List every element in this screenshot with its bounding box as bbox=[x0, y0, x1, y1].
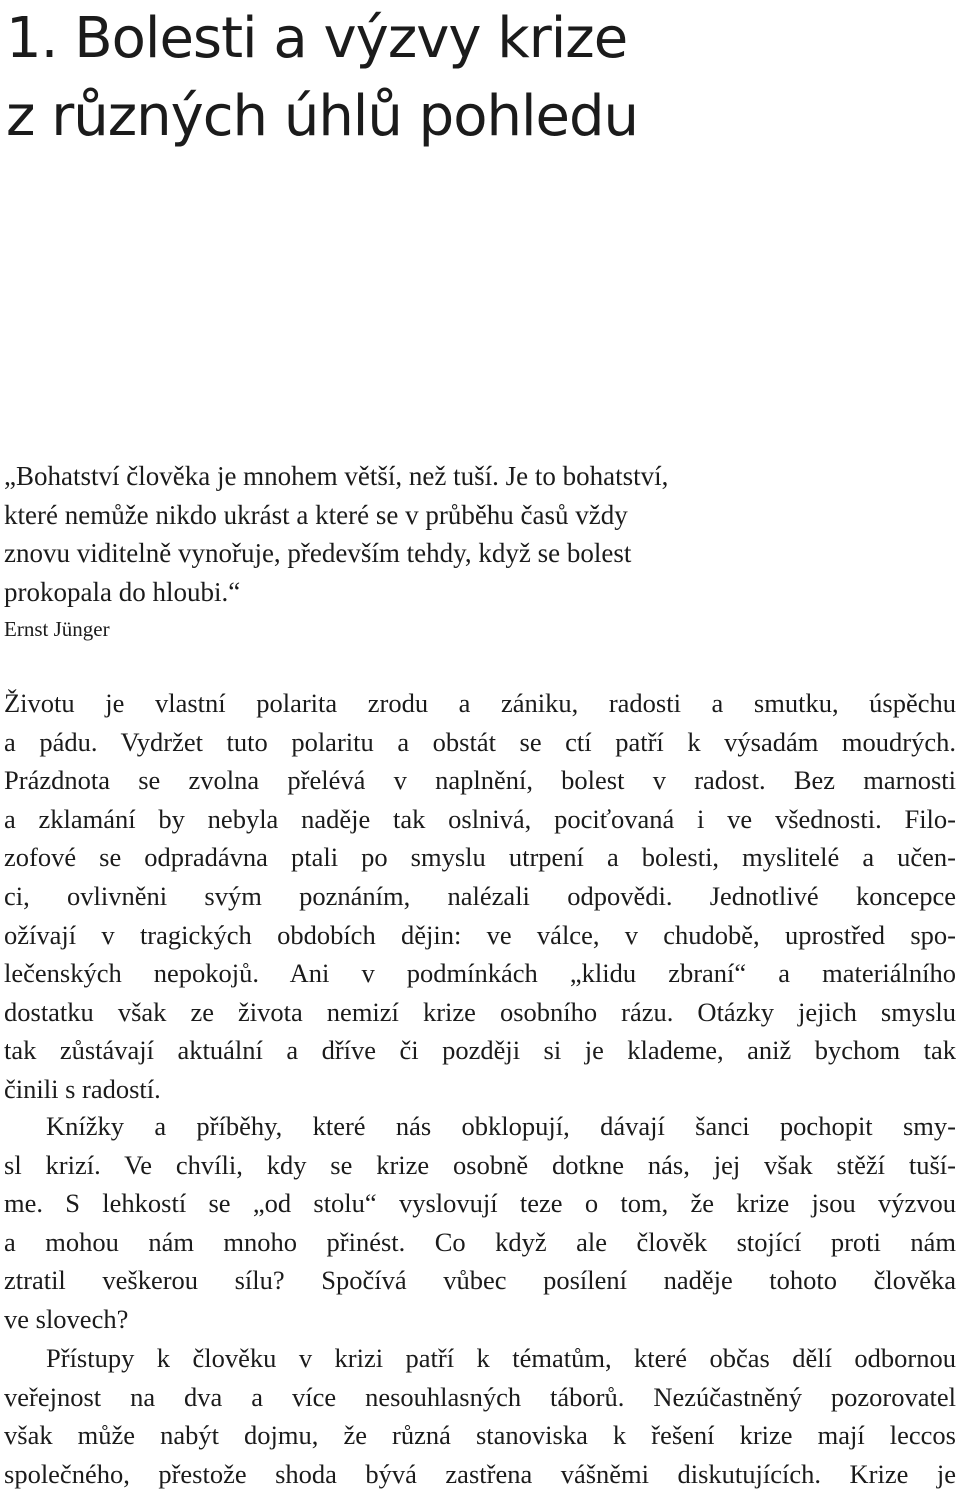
text-line: veřejnost na dva a více nesouhlasných táborů. Nezúčastněný pozorovatel bbox=[4, 1381, 956, 1412]
body-paragraph bbox=[4, 1107, 956, 1339]
text-line: ztratil veškerou sílu? Spočívá vůbec posílení naděje tohoto člověka bbox=[4, 1265, 956, 1296]
text-line: sl krizí. Ve chvíli, kdy se krize osobně dotkne nás, jej však stěží tuší- bbox=[4, 1149, 956, 1180]
chapter-title bbox=[6, 0, 638, 156]
text-line: Přístupy k člověku v krizi patří k tématům, které občas dělí odbornou bbox=[46, 1343, 956, 1373]
epigraph-line: „Bohatství člověka je mnohem větší, než tuší. Je to bohatství, bbox=[4, 461, 669, 491]
text-line: tak zůstávají aktuální a dříve či později si je klademe, aniž bychom tak bbox=[4, 1035, 956, 1066]
body-paragraph bbox=[4, 684, 956, 1109]
text-line: Prázdnota se zvolna přelévá v naplnění, bolest v radost. Bez marnosti bbox=[4, 765, 956, 796]
text-line: a zklamání by nebyla naděje tak oslnivá, pociťovaná i ve všednosti. Filo- bbox=[4, 803, 956, 834]
text-line: Knížky a příběhy, které nás obklopují, dávají šanci pochopit smy- bbox=[46, 1111, 956, 1141]
epigraph-line: prokopala do hloubi.“ bbox=[4, 576, 241, 607]
text-line: ve slovech? bbox=[4, 1303, 129, 1334]
text-line: me. S lehkostí se „od stolu“ vyslovují teze o tom, že krize jsou výzvou bbox=[4, 1188, 956, 1219]
epigraph-line: které nemůže nikdo ukrást a které se v průběhu časů vždy bbox=[4, 499, 628, 530]
text-line: společného, přestože shoda bývá zastřena vášněmi diskutujících. Krize je bbox=[4, 1458, 956, 1489]
chapter-title-line: z různých úhlů pohledu bbox=[6, 84, 639, 149]
text-line: lečenských nepokojů. Ani v podmínkách „klidu zbraní“ a materiálního bbox=[4, 958, 956, 989]
epigraph-line: znovu viditelně vynořuje, především tehdy, když se bolest bbox=[4, 538, 632, 568]
chapter-title-line: 1. Bolesti a výzvy krize bbox=[6, 6, 628, 71]
text-line: a mohou nám mnoho přinést. Co když ale člověk stojící proti nám bbox=[4, 1226, 956, 1257]
epigraph-quote bbox=[4, 457, 804, 611]
epigraph-author: Ernst Jünger bbox=[4, 617, 110, 641]
text-line: a pádu. Vydržet tuto polaritu a obstát se ctí patří k výsadám moudrých. bbox=[4, 726, 956, 757]
text-line: dostatku však ze života nemizí krize osobního rázu. Otázky jejich smyslu bbox=[4, 996, 956, 1027]
text-line: činili s radostí. bbox=[4, 1073, 161, 1104]
text-line: ožívají v tragických obdobích dějin: ve válce, v chudobě, uprostřed spo- bbox=[4, 919, 956, 950]
text-line: ci, ovlivněni svým poznáním, nalézali odpovědi. Jednotlivé koncepce bbox=[4, 880, 956, 911]
text-line: zofové se odpradávna ptali po smyslu utrpení a bolesti, myslitelé a učen- bbox=[4, 842, 956, 873]
text-line: Životu je vlastní polarita zrodu a zániku, radosti a smutku, úspěchu bbox=[4, 688, 956, 718]
body-paragraph bbox=[4, 1339, 956, 1493]
text-line: však může nabýt dojmu, že různá stanoviska k řešení krize mají leccos bbox=[4, 1420, 956, 1451]
